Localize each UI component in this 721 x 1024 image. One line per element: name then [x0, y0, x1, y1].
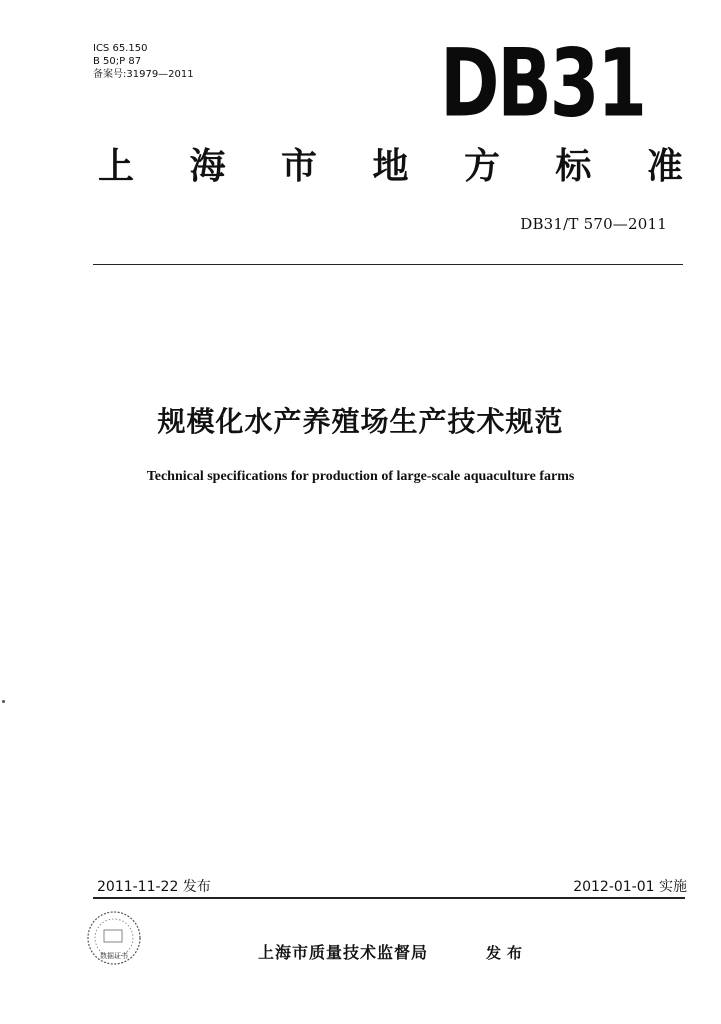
issue-label: 发布 [486, 944, 529, 962]
ics-code: ICS 65.150 [93, 43, 148, 54]
db31-logo: DB31 [440, 28, 645, 138]
standard-type-char: 地 [372, 146, 409, 187]
classification-codes [93, 42, 194, 81]
implementation-date: 2012-01-01 实施 [573, 879, 687, 895]
document-title-en: Technical specifications for production of large-scale aquaculture farms [146, 469, 575, 484]
standard-type-char: 标 [555, 146, 592, 187]
header-divider [93, 264, 683, 265]
scan-speck [2, 700, 5, 703]
standard-type-char: 海 [189, 146, 226, 187]
standard-type-char: 市 [280, 146, 317, 187]
stamp-text: 数据证书 [100, 952, 128, 960]
issue-date: 2011-11-22 发布 [97, 879, 211, 895]
standard-type-char: 上 [98, 146, 135, 187]
filing-number: 备案号:31979—2011 [93, 69, 194, 80]
standard-number: DB31/T 570—2011 [520, 215, 667, 233]
certificate-stamp [80, 908, 148, 970]
standard-type-heading [98, 144, 683, 190]
footer-divider [93, 897, 685, 899]
issuing-authority: 上海市质量技术监督局 [258, 943, 429, 962]
ccs-code: B 50;P 87 [93, 56, 142, 67]
standard-type-char: 方 [463, 146, 500, 187]
standard-type-char: 准 [646, 146, 683, 187]
document-title-cn: 规模化水产养殖场生产技术规范 [157, 405, 564, 438]
